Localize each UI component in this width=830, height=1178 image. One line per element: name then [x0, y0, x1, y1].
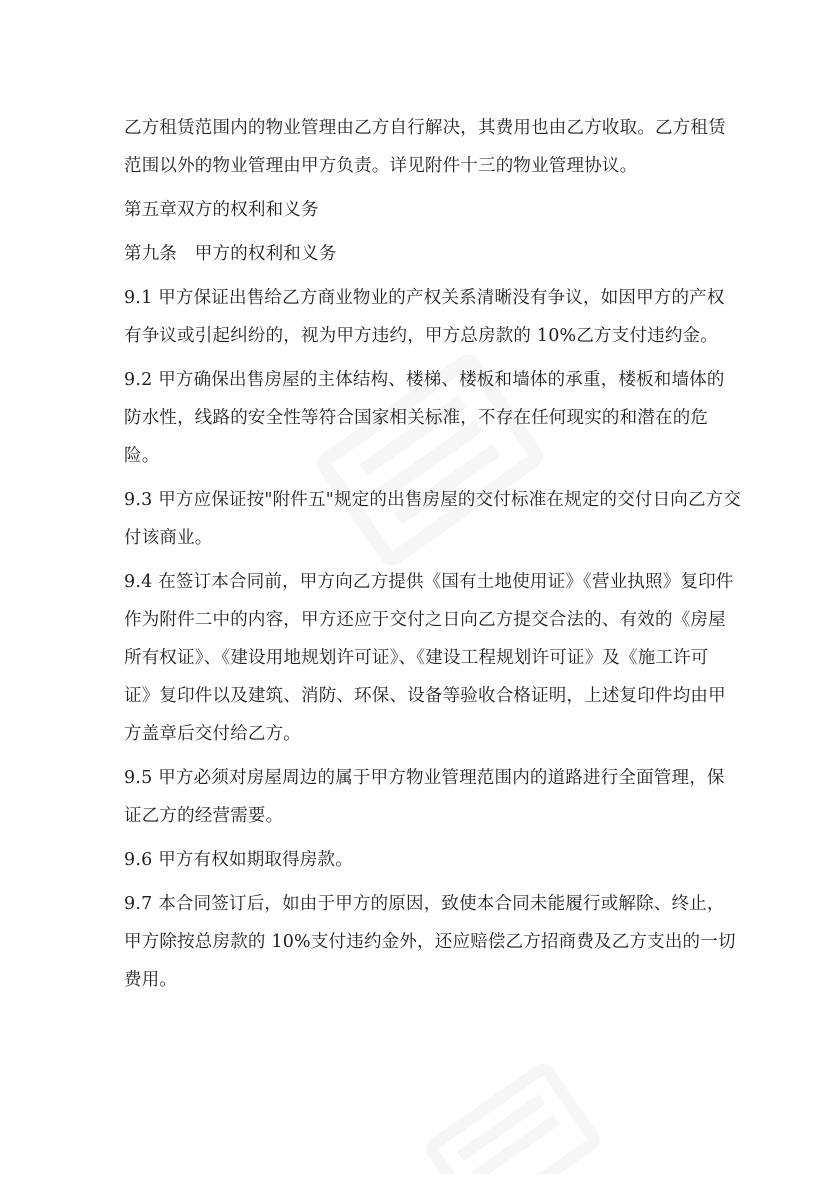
- text-line: 防水性，线路的安全性等符合国家相关标准，不存在任何现实的和潜在的危: [124, 408, 709, 428]
- text-line: 第五章双方的权利和义务: [124, 200, 319, 220]
- text-line: 9.1 甲方保证出售给乙方商业物业的产权关系清晰没有争议，如因甲方的产权: [124, 288, 725, 308]
- text-line: 所有权证》、《建设用地规划许可证》、《建设工程规划许可证》及《施工许可: [124, 648, 709, 668]
- text-line: 证乙方的经营需要。: [124, 806, 284, 826]
- text-line: 9.5 甲方必须对房屋周边的属于甲方物业管理范围内的道路进行全面管理，保: [124, 768, 725, 788]
- text-line: 甲方除按总房款的 10%支付违约金外，还应赔偿乙方招商费及乙方支出的一切: [124, 932, 736, 952]
- text-line: 险。: [124, 446, 160, 466]
- text-line: 第九条 甲方的权利和义务: [124, 244, 337, 264]
- paragraph-9-2: [124, 361, 725, 475]
- watermark-mark-bottom: [420, 1050, 600, 1174]
- text-line: 范围以外的物业管理由甲方负责。详见附件十三的物业管理协议。: [124, 156, 638, 176]
- text-line: 9.7 本合同签订后，如由于甲方的原因，致使本合同未能履行或解除、终止，: [124, 894, 725, 914]
- paragraph-9-4: [124, 563, 734, 753]
- text-line: 有争议或引起纠纷的，视为甲方违约，甲方总房款的 10%乙方支付违约金。: [124, 326, 718, 346]
- text-line: 9.3 甲方应保证按"附件五"规定的出售房屋的交付标准在规定的交付日向乙方交: [124, 490, 742, 510]
- paragraph-article-9: [124, 235, 714, 273]
- paragraph-property-management: [124, 109, 726, 185]
- paragraph-9-3: [124, 481, 742, 557]
- text-line: 9.2 甲方确保出售房屋的主体结构、楼梯、楼板和墙体的承重，楼板和墙体的: [124, 370, 725, 390]
- watermark-seal-bottom: [420, 1050, 600, 1174]
- paragraph-9-5: [124, 759, 725, 835]
- text-line: 证》复印件以及建筑、消防、环保、设备等验收合格证明，上述复印件均由甲: [124, 686, 726, 706]
- text-line: 付该商业。: [124, 528, 213, 548]
- text-line: 作为附件二中的内容，甲方还应于交付之日向乙方提交合法的、有效的《房屋: [124, 610, 726, 630]
- document-body: [124, 109, 742, 1005]
- text-line: 方盖章后交付给乙方。: [124, 724, 301, 744]
- paragraph-9-7: [124, 885, 736, 999]
- text-line: 9.6 甲方有权如期取得房款。: [124, 850, 353, 870]
- paragraph-9-1: [124, 279, 725, 355]
- paragraph-chapter-5: [124, 191, 714, 229]
- text-line: 费用。: [124, 970, 178, 990]
- text-line: 乙方租赁范围内的物业管理由乙方自行解决，其费用也由乙方收取。乙方租赁: [124, 118, 726, 138]
- text-line: 9.4 在签订本合同前，甲方向乙方提供《国有土地使用证》《营业执照》复印件: [124, 572, 734, 592]
- paragraph-9-6: [124, 841, 714, 879]
